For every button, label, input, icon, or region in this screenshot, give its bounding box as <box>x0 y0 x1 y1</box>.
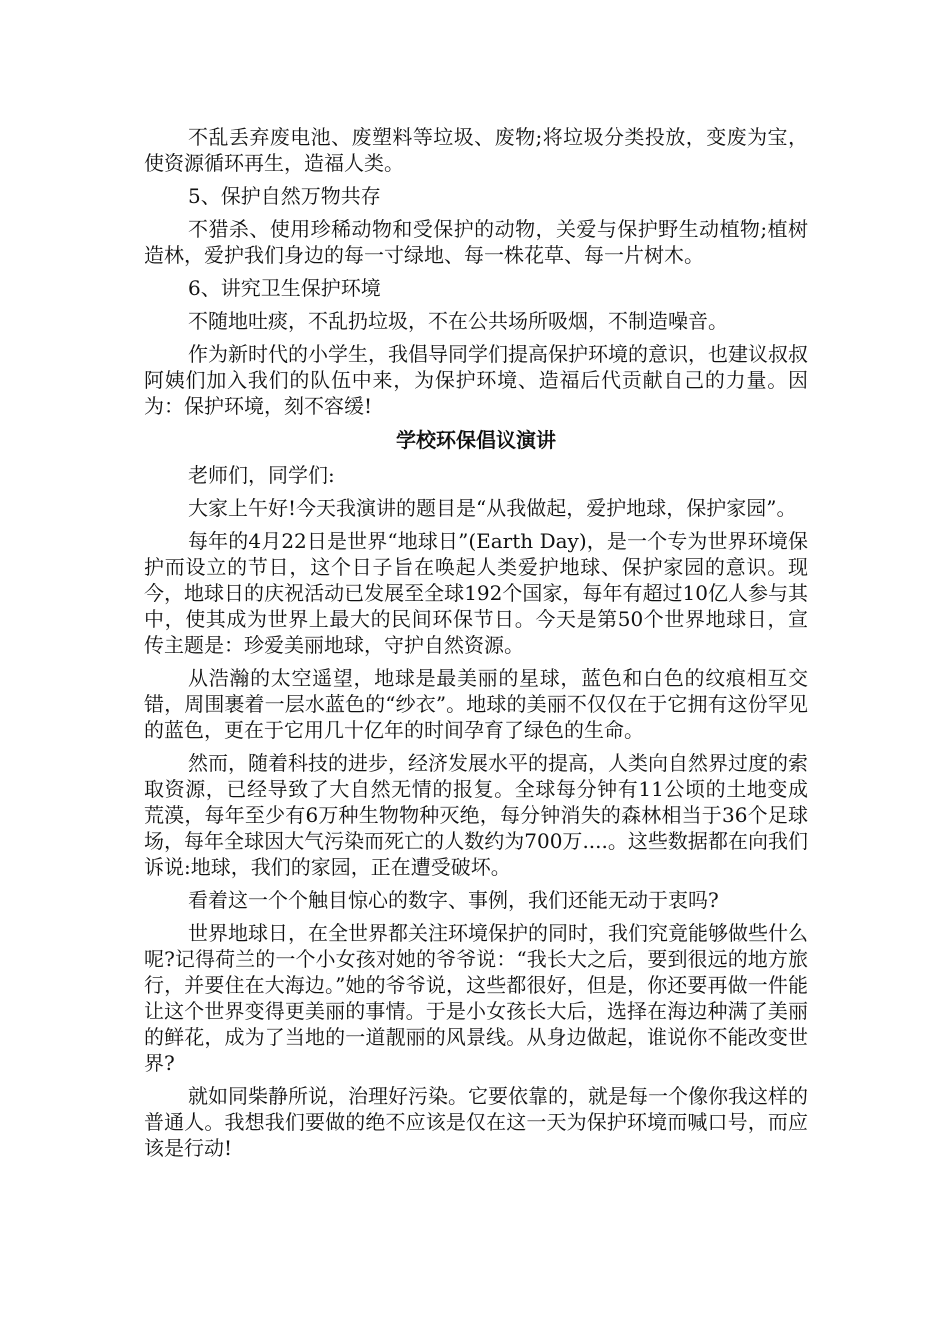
paragraph-greeting: 老师们，同学们: <box>188 463 335 487</box>
speech-heading: 学校环保倡议演讲 <box>396 428 556 452</box>
paragraph-call-to-action: 作为新时代的小学生，我倡导同学们提高保护环境的意识，也建议叔叔阿姨们加入我们的队伍中来，为保护环境、造福后代贡献自己的力量。因为：保护环境，刻不容缓! <box>144 342 808 418</box>
paragraph-environment-damage: 然而，随着科技的进步，经济发展水平的提高，人类向自然界过度的索取资源，已经导致了大自然无情的报复。全球每分钟有11公顷的土地变成荒漠，每年至少有6万种生物物种灭绝，每分钟消失的森林相当于36个足球场，每年全球因大气污染而死亡的人数约为700万....。这些数据都在向我们诉说:地球，我们的家园，正在遭受破坏。 <box>144 751 808 879</box>
paragraph-earth-day: 每年的4月22日是世界“地球日”(Earth Day)，是一个专为世界环境保护而设立的节日，这个日子旨在唤起人类爱护地球、保护家园的意识。现今，地球日的庆祝活动已发展至全球192个国家，每年有超过10亿人参与其中，使其成为世界上最大的民间环保节日。今天是第50个世界地球日，宣传主题是：珍爱美丽地球，守护自然资源。 <box>144 529 808 657</box>
document-page <box>144 124 808 1168</box>
paragraph-hygiene: 不随地吐痰，不乱扔垃圾，不在公共场所吸烟，不制造噪音。 <box>188 309 728 333</box>
paragraph-netherlands-girl: 世界地球日，在全世界都关注环境保护的同时，我们究竟能够做些什么呢?记得荷兰的一个小女孩对她的爷爷说：“我长大之后，要到很远的地方旅行，并要住在大海边。”她的爷爷说，这些都很好，但是，你还要再做一件能让这个世界变得更美丽的事情。于是小女孩长大后，选择在海边种满了美丽的鲜花，成为了当地的一道靓丽的风景线。从身边做起，谁说你不能改变世界? <box>144 921 808 1075</box>
section-title-nature: 5、保护自然万物共存 <box>188 184 381 208</box>
paragraph-question: 看着这一个个触目惊心的数字、事例，我们还能无动于衷吗? <box>188 888 719 912</box>
paragraph-topic: 大家上午好!今天我演讲的题目是“从我做起，爱护地球，保护家园”。 <box>188 496 797 520</box>
paragraph-action: 就如同柴静所说，治理好污染。它要依靠的，就是每一个像你我这样的普通人。我想我们要做的绝不应该是仅在这一天为保护环境而喊口号，而应该是行动! <box>144 1084 808 1160</box>
paragraph-waste-disposal: 不乱丢弃废电池、废塑料等垃圾、废物;将垃圾分类投放，变废为宝，使资源循环再生，造福人类。 <box>144 125 808 175</box>
section-title-hygiene: 6、讲究卫生保护环境 <box>188 276 381 300</box>
paragraph-earth-beauty: 从浩瀚的太空遥望，地球是最美丽的星球，蓝色和白色的纹痕相互交错，周围裹着一层水蓝色的“纱衣”。地球的美丽不仅仅在于它拥有这份罕见的蓝色，更在于它用几十亿年的时间孕育了绿色的生命。 <box>144 666 808 742</box>
paragraph-protect-wildlife: 不猎杀、使用珍稀动物和受保护的动物，关爱与保护野生动植物;植树造林，爱护我们身边的每一寸绿地、每一株花草、每一片树木。 <box>144 217 808 267</box>
